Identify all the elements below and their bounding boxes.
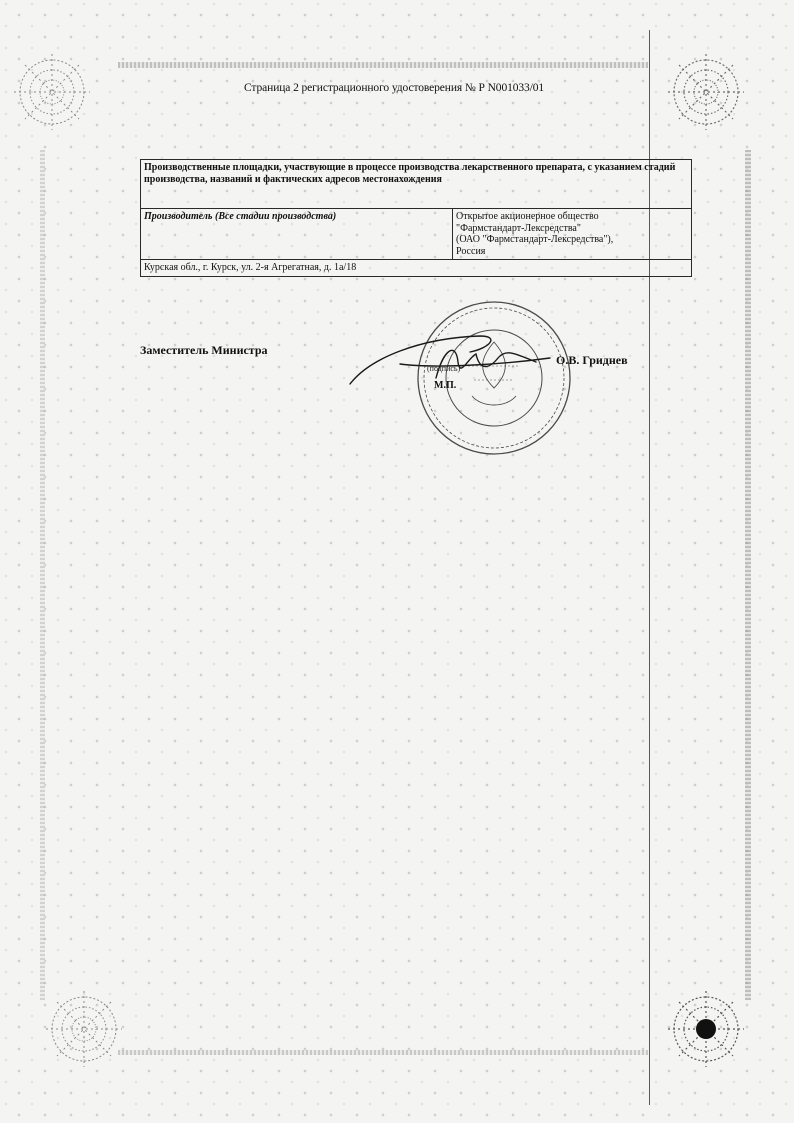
ornamental-border-right (745, 150, 751, 1000)
corner-rosette-icon (40, 985, 128, 1073)
company-line: Открытое акционерное общество (456, 211, 599, 222)
corner-rosette-icon (662, 48, 750, 136)
company-line: "Фармстандарт-Лексредства" (456, 222, 581, 234)
corner-rosette-icon (662, 985, 750, 1073)
table-heading: Производственные площадки, участвующие в процессе производства лекарственного препарата, с указанием стадий производства, названий и фактических адресов местонахождения (141, 160, 692, 209)
page-header: Страница 2 регистрационного удостоверения № Р N001033/01 (244, 82, 545, 94)
corner-rosette-icon (8, 48, 96, 136)
ornamental-border-bottom (118, 1050, 648, 1055)
manufacturer-name (453, 209, 692, 260)
ornamental-border-top (118, 62, 648, 68)
company-line: (ОАО "Фармстандарт-Лексредства"), (456, 234, 614, 245)
company-line: Россия (456, 245, 486, 257)
official-title: Заместитель Министра (140, 343, 268, 357)
signature-caption: (подпись) (427, 364, 461, 373)
ornamental-border-left (40, 150, 45, 1000)
production-sites-table (140, 159, 692, 277)
manufacturer-role: Производитель (Все стадии производства) (141, 209, 453, 260)
stamp-place-label: М.П. (434, 380, 457, 391)
signer-name: О.В. Гриднев (556, 353, 628, 367)
site-address: Курская обл., г. Курск, ул. 2-я Агрегатная, д. 1а/18 (141, 260, 692, 277)
